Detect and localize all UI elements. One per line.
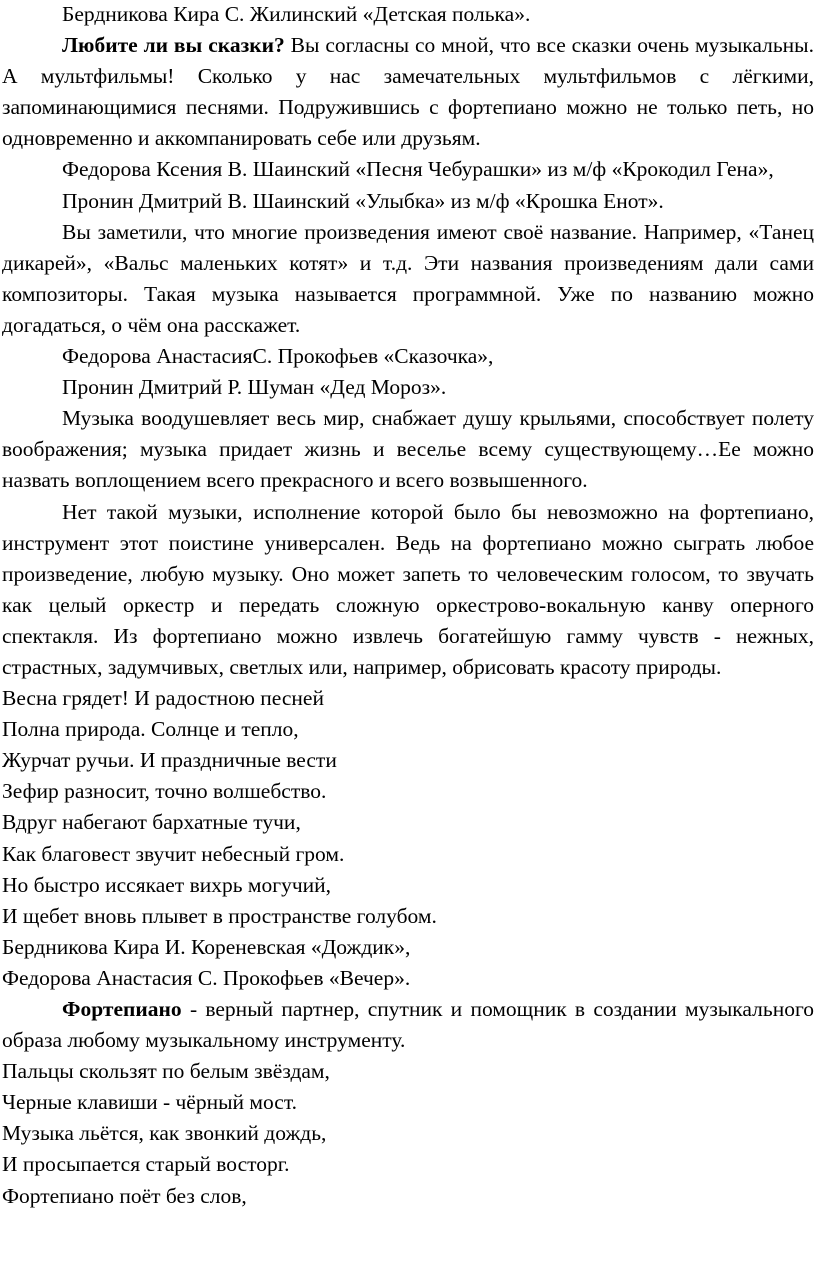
poem-spring	[2, 683, 814, 932]
performer-line: Федорова Анастасия С. Прокофьев «Вечер».	[2, 965, 411, 990]
poem-line: Музыка льётся, как звонкий дождь,	[2, 1121, 327, 1146]
performer-line: Бердникова Кира С. Жилинский «Детская полька».	[62, 2, 531, 26]
poem-line: Полна природа. Солнце и тепло,	[2, 717, 299, 742]
poem-line: Зефир разносит, точно волшебство.	[2, 779, 327, 804]
paragraph-program-music: Вы заметили, что многие произведения имеют своё название. Например, «Танец дикарей», «Вальс маленьких котят» и т.д. Эти названия произведениям дали сами композиторы. Такая музыка называется программной. Уже по названию можно догадаться, о чём она расскажет.	[2, 219, 814, 337]
poem-line: Весна грядет! И радостною песней	[2, 686, 324, 711]
poem-line: Черные клавиши - чёрный мост.	[2, 1090, 298, 1115]
paragraph-fairy-tales	[2, 30, 814, 154]
poem-line: И просыпается старый восторг.	[2, 1152, 290, 1177]
poem-line: Пальцы скользят по белым звёздам,	[2, 1059, 330, 1084]
paragraph-text: - верный партнер, спутник и помощник в создании музыкального образа любому музыкальному инструменту.	[2, 997, 814, 1053]
performer-line: Федорова АнастасияС. Прокофьев «Сказочка»,	[62, 344, 494, 369]
poem-piano	[2, 1056, 814, 1211]
paragraph-text: Вы согласны со мной, что все сказки очень музыкальны. А мультфильмы! Сколько у нас замечательных мультфильмов с лёгкими, запоминающимися песнями. Подружившись с фортепиано можно не только петь, но одновременно и аккомпанировать себе или друзьям.	[2, 33, 814, 151]
poem-line: Фортепиано поёт без слов,	[2, 1183, 247, 1208]
paragraph-music-inspires: Музыка воодушевляет весь мир, снабжает душу крыльями, способствует полету воображения; музыка придает жизнь и веселье всему существующему…Ее можно назвать воплощением всего прекрасного и всего возвышенного.	[2, 406, 814, 493]
performer-line: Пронин Дмитрий Р. Шуман «Дед Мороз».	[62, 375, 447, 400]
poem-line: Вдруг набегают бархатные тучи,	[2, 810, 301, 835]
poem-line: Как благовест звучит небесный гром.	[2, 841, 345, 866]
poem-line: Журчат ручьи. И праздничные вести	[2, 748, 337, 773]
performer-line: Пронин Дмитрий В. Шаинский «Улыбка» из м/ф «Крошка Енот».	[62, 188, 664, 213]
bold-piano: Фортепиано	[62, 997, 182, 1021]
paragraph-piano-universal: Нет такой музыки, исполнение которой было бы невозможно на фортепиано, инструмент этот поистине универсален. Ведь на фортепиано можно сыграть любое произведение, любую музыку. Оно может запеть то человеческим голосом, то звучать как целый оркестр и передать сложную оркестрово-вокальную канву оперного спектакля. Из фортепиано можно извлечь богатейшую гамму чувств - нежных, страстных, задумчивых, светлых или, например, обрисовать красоту природы.	[2, 499, 814, 679]
bold-question: Любите ли вы сказки?	[62, 33, 285, 58]
poem-line: Но быстро иссякает вихрь могучий,	[2, 872, 332, 897]
performer-line: Федорова Ксения В. Шаинский «Песня Чебурашки» из м/ф «Крокодил Гена»,	[62, 157, 774, 182]
poem-line: И щебет вновь плывет в пространстве голубом.	[2, 903, 437, 928]
performer-line: Бердникова Кира И. Кореневская «Дождик»,	[2, 934, 411, 959]
paragraph-piano-partner	[2, 994, 814, 1056]
